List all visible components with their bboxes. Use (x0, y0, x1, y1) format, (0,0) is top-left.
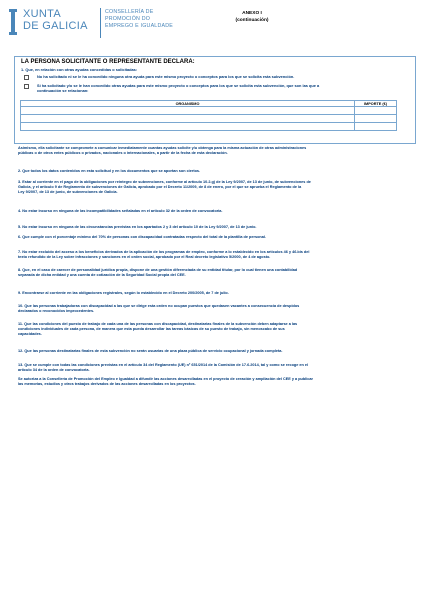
logo-wordmark: XUNTA DE GALICIA (23, 8, 88, 32)
column-header-importe: IMPORTE (€) (355, 101, 397, 107)
option-a-label: No ha solicitado ni se le ha concedido ninguna otra ayuda para este mismo proyecto o conceptos para los que se solicita esta subvención. (37, 74, 295, 79)
xunta-flag-icon (6, 7, 20, 37)
table-row (21, 115, 397, 123)
xunta-logo (6, 6, 196, 42)
option-b-checkbox[interactable] (24, 84, 29, 89)
anexo-heading: ANEXO I (continuación) (235, 11, 269, 23)
paragraph-asimismo: Asimismo, ella solicitante se compromete a comunicar inmediatamente cuantas ayudas solicite y/u obtenga para la misma actuación de otras administraciones públicas o de otros entes públicos o privados, nacionales o internacionales, a partir de la fecha de esta declaración. (18, 146, 307, 155)
document-header (6, 6, 433, 46)
paragraph-3: 3. Estar al corriente en el pago de la obligaciones por reintegro de subvenciones, conforme al artículo 10.2.g) de la Ley 9/2007, de 13 de junio, de subvenciones de Galicia, y el artículo 9 de Reglamento de subvenciones de Galicia, aprobado por el Decreto 11/2009, de 8 de enero, por el que se aprueba el Reglamento de la Ley 9/2007, de 13 de junio, de subvenciones de Galicia. (18, 180, 311, 194)
declaration-title: LA PERSONA SOLICITANTE O REPRESENTANTE DECLARA: (21, 59, 195, 65)
option-b-label: Sí ha solicitado y/o se le han concedido otras ayudas para este mismo proyecto o conceptos para los que se solicita esta subvención, que son las que a continuación se relacionan: (37, 83, 320, 93)
paragraph-2: 2. Que todos los datos contenidos en esta solicitud y en los documentos que se aportan son ciertos. (18, 169, 201, 173)
paragraph-7: 7. No estar excluido del acceso a los beneficios derivados de la aplicación de los programas de empleo, conforme a lo establecido en los artículos 46 y 46.bis del texto refundido de la Ley sobre infracciones y sanciones en el orden social, aprobado por el Real decreto legislativo 5/2000, de 4 de agosto. (18, 250, 310, 259)
paragraph-6: 6. Que cumple con el porcentaje mínimo del 70% de personas con discapacidad contratadas respecto del total de la plantilla de personal. (18, 235, 266, 239)
importe-input[interactable] (355, 123, 397, 131)
paragraph-13: 13. Que se cumple con todas las condiciones previstas en el artículo 34 del Reglamento (UE) nº 651/2014 de la Comisión de 17.6.2014, tal y como se recoge en el artículo 34 de la orden de convocatoria. (18, 363, 309, 372)
paragraph-authorization: Se autoriza a la Consellería de Promoción del Empleo e Igualdad a difundir las acciones desarrolladas en el proyecto de creación y ampliación del CEE y a publicar las memorias, estudios y otros trabajos derivados de las acciones desarrolladas en los proyectos. (18, 377, 313, 386)
table-row (21, 123, 397, 131)
organismo-input[interactable] (21, 123, 355, 131)
paragraph-11: 11. Que las condiciones del puesto de trabajo de cada una de las personas con discapacidad, destinatarias finales de la subvención deben adaptarse a las condiciones individuales de cada persona, de manera que esta pueda desarrollar las tareas básicas de su puesto de trabajo, sin menoscabo de sus capacidades. (18, 322, 298, 336)
paragraph-9: 9. Encontrarse al corriente en las obligaciones registrales, según lo establecido en el Decreto 200/2005, de 7 de julio. (18, 291, 229, 295)
paragraph-12: 12. Que las personas destinatarias finales de esta subvención no serán usuarias de una plaza pública de servicio ocupacional y jornada completa. (18, 349, 283, 353)
importe-input[interactable] (355, 107, 397, 115)
paragraph-4: 4. No estar incurso en ninguna de las incompatibilidades señaladas en el artículo 32 de la orden de convocatoria. (18, 209, 223, 213)
table-row (21, 107, 397, 115)
logo-separator (100, 8, 101, 38)
organismo-input[interactable] (21, 115, 355, 123)
importe-input[interactable] (355, 115, 397, 123)
paragraph-5: 5. No estar incurso en ninguna de las circunstancias previstas en los apartados 2 y 3 del artículo 10 de la Ley 9/2007, de 13 de junio. (18, 225, 257, 229)
department-name: CONSELLERÍA DE PROMOCIÓN DO EMPREGO E IGUALDADE (105, 9, 173, 29)
paragraph-10: 10. Que las personas trabajadoras con discapacidad a las que se dirige esta orden no ocupan puestos que quedasen vacantes a consecuencia de despidos declarados o reconocidos improcedentes. (18, 304, 300, 313)
option-a-checkbox[interactable] (24, 75, 29, 80)
other-aid-table (20, 100, 397, 131)
paragraph-8: 8. Que, en el caso de carecer de personalidad jurídica propia, dispone de una gestión diferenciada de su entidad titular, por lo cual tienen una contabilidad separada de dicha entidad y una cuenta de cotización de la Seguridad Social propia del CEE. (18, 268, 298, 277)
column-header-organismo: ORGANISMO (21, 101, 355, 107)
item1-label: 1. Que, en relación con otras ayudas concedidas o solicitadas: (21, 67, 138, 72)
organismo-input[interactable] (21, 107, 355, 115)
